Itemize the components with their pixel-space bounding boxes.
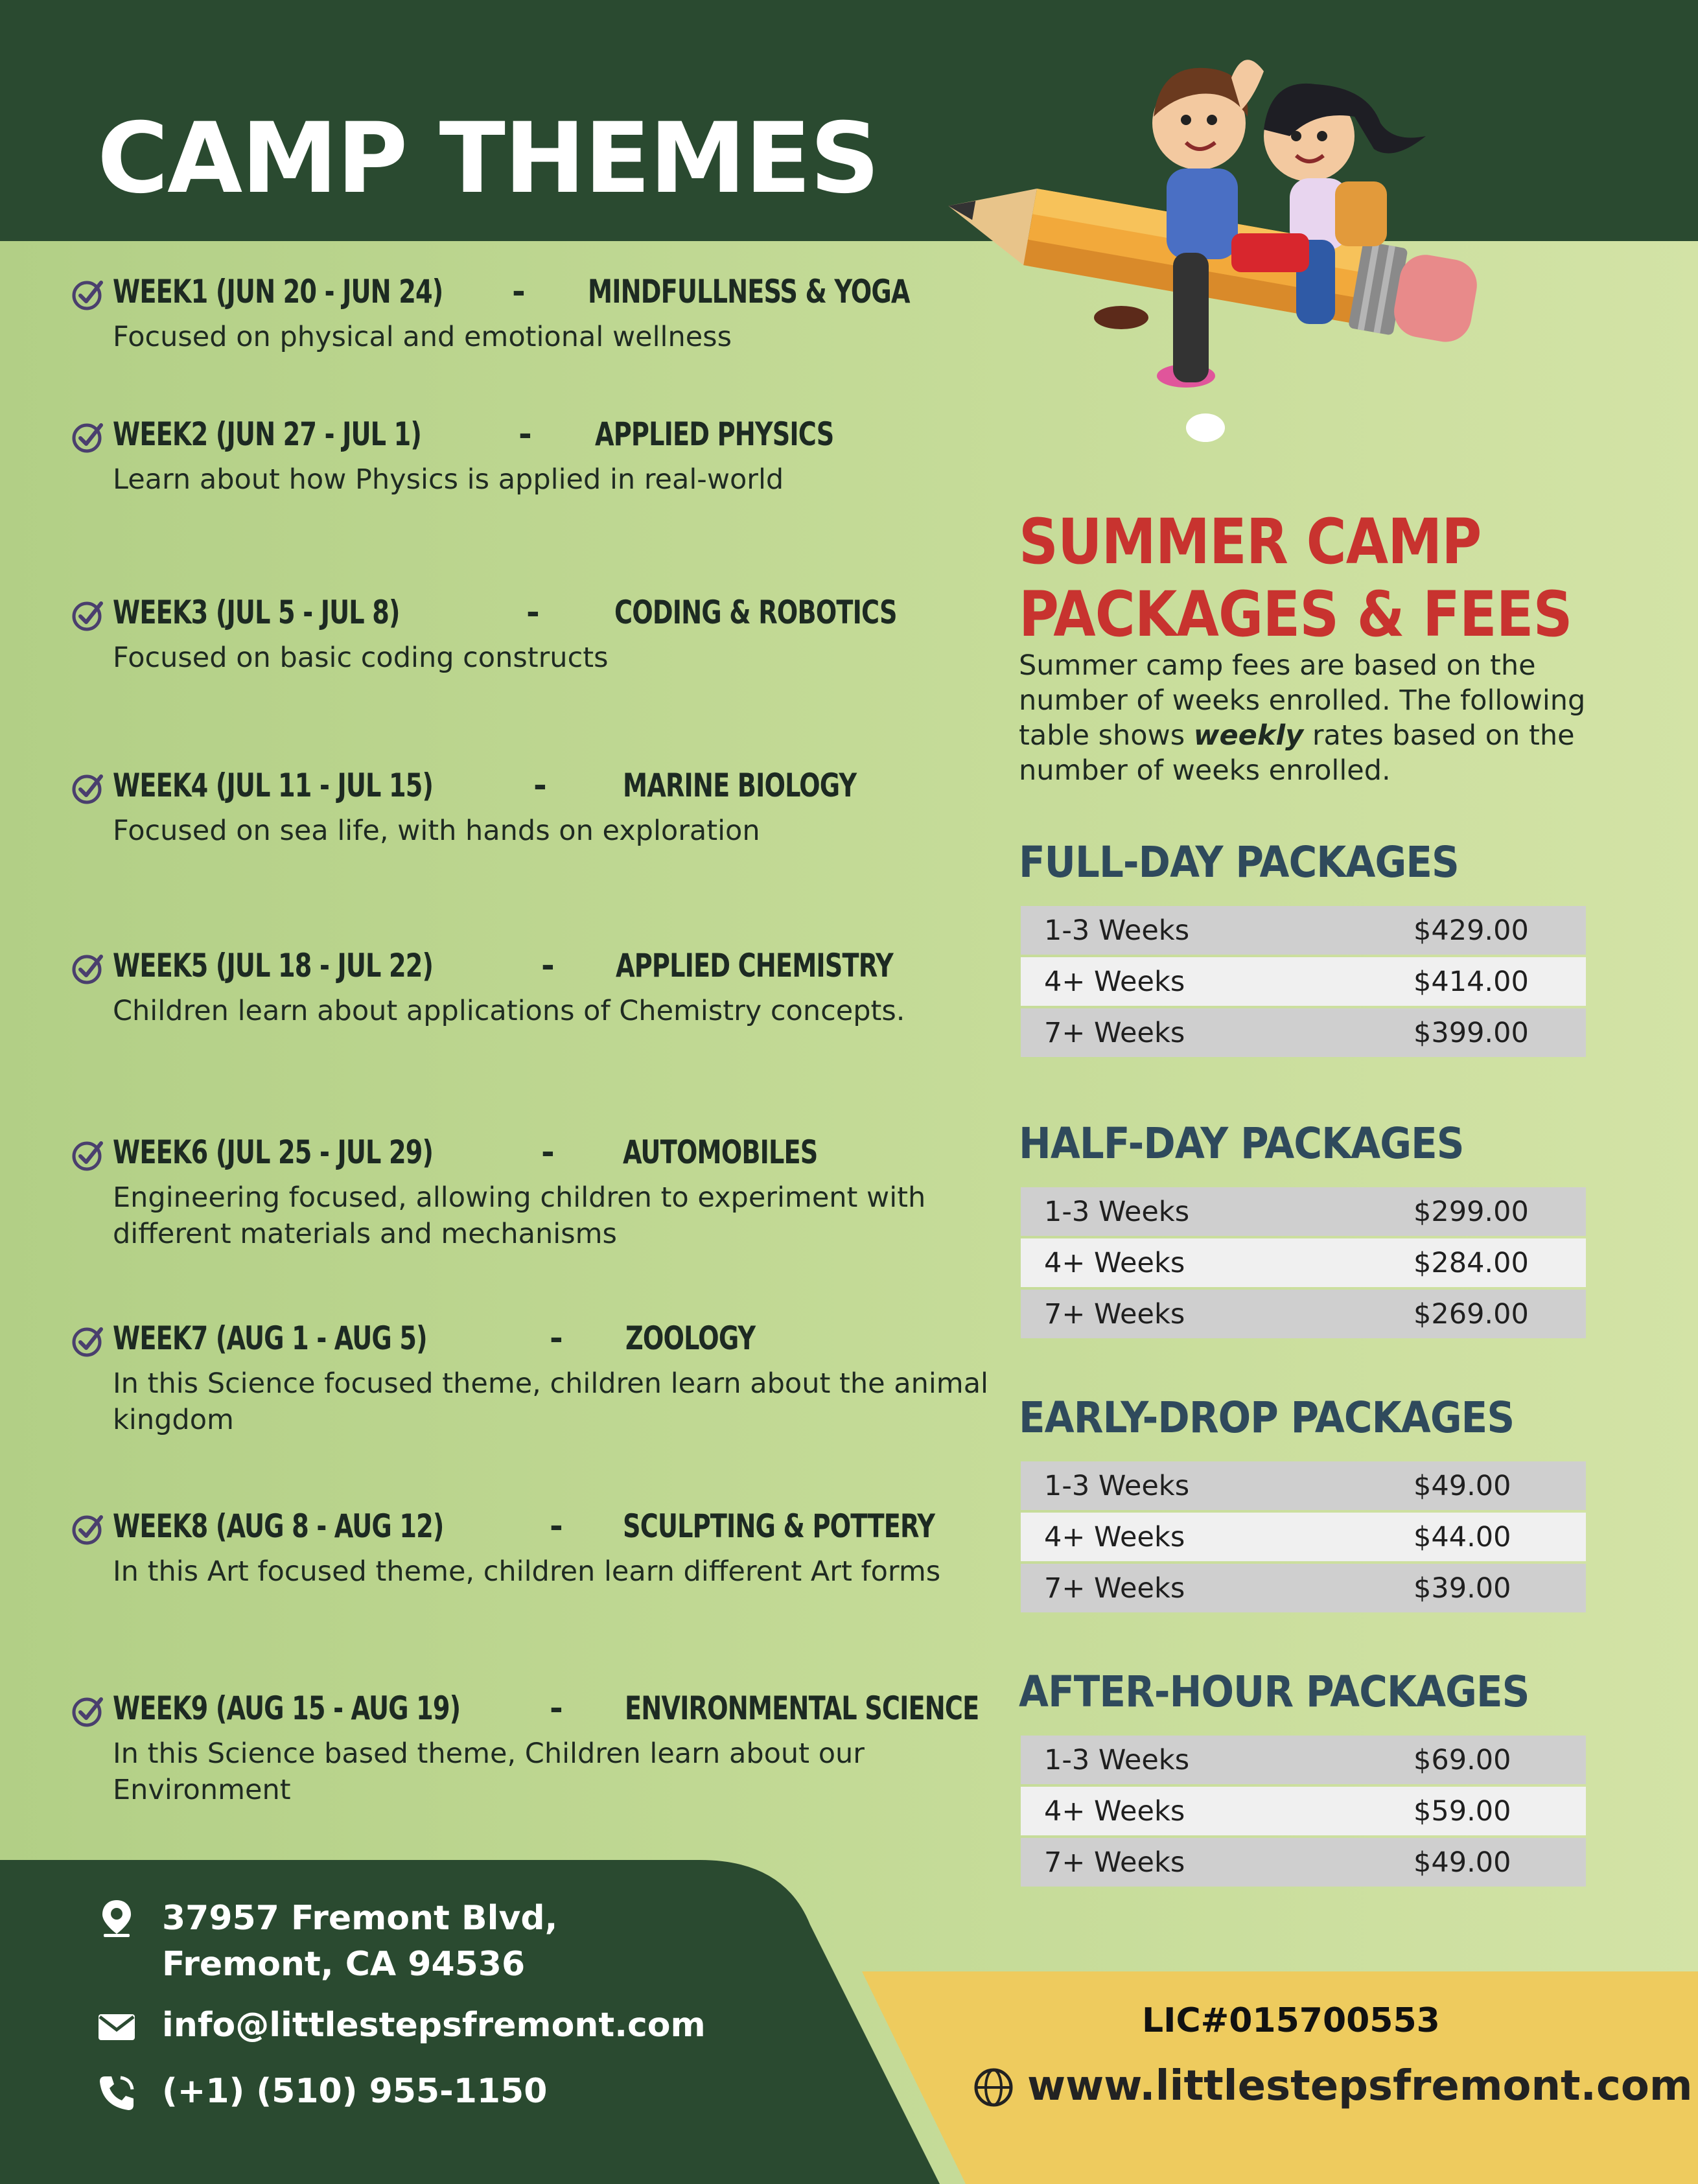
theme-item [71, 1500, 992, 1590]
check-circle-icon [71, 1694, 105, 1728]
theme-item [71, 408, 992, 498]
check-circle-icon [71, 277, 105, 311]
theme-dash: - [533, 767, 547, 804]
package-row [1021, 1238, 1586, 1287]
theme-week: WEEK6 (JUL 25 - JUL 29) [113, 1133, 434, 1171]
package-group-title: EARLY-DROP PACKAGES [1019, 1393, 1515, 1443]
packages-title-line2: PACKAGES & FEES [1019, 578, 1572, 651]
package-weeks: 4+ Weeks [1044, 1520, 1185, 1553]
theme-week: WEEK2 (JUN 27 - JUL 1) [113, 415, 422, 453]
intro-emphasis: weekly [1193, 719, 1304, 752]
theme-description: In this Art focused theme, children learn different Art forms [113, 1555, 941, 1588]
theme-week: WEEK7 (AUG 1 - AUG 5) [113, 1319, 427, 1357]
location-pin-icon [96, 1898, 137, 1939]
theme-description: Focused on physical and emotional wellness [113, 321, 732, 353]
package-weeks: 7+ Weeks [1044, 1846, 1185, 1879]
theme-name: APPLIED PHYSICS [595, 415, 834, 453]
package-weeks: 4+ Weeks [1044, 1246, 1185, 1279]
check-circle-icon [71, 951, 105, 985]
theme-name: CODING & ROBOTICS [614, 594, 897, 631]
check-circle-icon [71, 420, 105, 454]
check-circle-icon [71, 771, 105, 805]
package-price: $39.00 [1413, 1572, 1511, 1605]
theme-week: WEEK5 (JUL 18 - JUL 22) [113, 947, 434, 984]
theme-item [71, 266, 992, 355]
theme-name: SCULPTING & POTTERY [623, 1507, 935, 1545]
intro-text-after: rates based on the number of weeks enrolled. [1019, 719, 1575, 787]
email-link[interactable]: info@littlestepsfremont.com [162, 2006, 706, 2045]
envelope-icon [96, 2006, 137, 2048]
package-row [1021, 1290, 1586, 1338]
package-table [1021, 1461, 1586, 1615]
package-weeks: 1-3 Weeks [1044, 1743, 1190, 1776]
theme-name: AUTOMOBILES [623, 1133, 818, 1171]
package-group-title: AFTER-HOUR PACKAGES [1019, 1667, 1529, 1717]
website-link[interactable]: www.littlestepsfremont.com [1027, 2062, 1693, 2110]
package-weeks: 1-3 Weeks [1044, 1195, 1190, 1228]
address-line-2: Fremont, CA 94536 [162, 1945, 526, 1984]
package-price: $59.00 [1413, 1795, 1511, 1828]
theme-item [71, 1682, 992, 1808]
theme-week: WEEK9 (AUG 15 - AUG 19) [113, 1690, 461, 1727]
theme-week: WEEK4 (JUL 11 - JUL 15) [113, 767, 434, 804]
package-row [1021, 1736, 1586, 1784]
package-row [1021, 957, 1586, 1006]
package-weeks: 1-3 Weeks [1044, 914, 1190, 947]
check-circle-icon [71, 1512, 105, 1546]
intro-text-before: Summer camp fees are based on the number of weeks enrolled. The following table shows [1019, 649, 1586, 752]
packages-title-line1: SUMMER CAMP [1019, 505, 1482, 578]
package-row [1021, 906, 1586, 955]
theme-description: Focused on basic coding constructs [113, 642, 609, 674]
theme-dash: - [541, 947, 555, 984]
check-circle-icon [71, 1138, 105, 1172]
package-price: $299.00 [1413, 1195, 1529, 1228]
package-weeks: 4+ Weeks [1044, 1795, 1185, 1828]
package-price: $269.00 [1413, 1297, 1529, 1330]
theme-dash: - [518, 415, 532, 453]
theme-dash: - [550, 1507, 563, 1545]
package-row [1021, 1461, 1586, 1510]
package-price: $44.00 [1413, 1520, 1511, 1553]
package-weeks: 7+ Weeks [1044, 1016, 1185, 1049]
check-circle-icon [71, 598, 105, 632]
packages-title [1019, 505, 1572, 651]
theme-name: MARINE BIOLOGY [623, 767, 857, 804]
theme-description: Engineering focused, allowing children to experiment with different materials and mechanisms [113, 1181, 926, 1250]
theme-dash: - [541, 1133, 555, 1171]
theme-name: MINDFULLNESS & YOGA [588, 273, 910, 310]
package-row [1021, 1008, 1586, 1057]
package-row [1021, 1787, 1586, 1835]
package-price: $284.00 [1413, 1246, 1529, 1279]
theme-name: APPLIED CHEMISTRY [616, 947, 893, 984]
package-price: $399.00 [1413, 1016, 1529, 1049]
theme-dash: - [550, 1690, 563, 1727]
package-table [1021, 906, 1586, 1060]
theme-week: WEEK3 (JUL 5 - JUL 8) [113, 594, 400, 631]
theme-item [71, 940, 992, 1029]
package-price: $49.00 [1413, 1846, 1511, 1879]
theme-description: Focused on sea life, with hands on exploration [113, 815, 760, 847]
theme-description: Learn about how Physics is applied in real-world [113, 463, 784, 496]
package-row [1021, 1564, 1586, 1612]
theme-description: Children learn about applications of Chemistry concepts. [113, 995, 905, 1027]
package-price: $429.00 [1413, 914, 1529, 947]
license-number: LIC#015700553 [1142, 2001, 1440, 2040]
check-circle-icon [71, 1324, 105, 1358]
packages-intro [1019, 648, 1589, 788]
theme-item [71, 1126, 992, 1252]
theme-item [71, 760, 992, 849]
theme-description: In this Science focused theme, children learn about the animal kingdom [113, 1367, 988, 1436]
kids-on-pencil-illustration [927, 39, 1497, 467]
package-table [1021, 1187, 1586, 1341]
package-row [1021, 1513, 1586, 1561]
theme-dash: - [550, 1319, 563, 1357]
package-group-title: HALF-DAY PACKAGES [1019, 1119, 1464, 1168]
theme-dash: - [512, 273, 526, 310]
theme-name: ENVIRONMENTAL SCIENCE [625, 1690, 979, 1727]
phone-link[interactable]: (+1) (510) 955-1150 [162, 2072, 548, 2111]
address-line-1: 37957 Fremont Blvd, [162, 1899, 558, 1938]
globe-icon [972, 2066, 1015, 2109]
package-price: $49.00 [1413, 1469, 1511, 1502]
theme-item [71, 587, 992, 676]
theme-name: ZOOLOGY [625, 1319, 756, 1357]
theme-description: In this Science based theme, Children learn about our Environment [113, 1737, 865, 1806]
package-price: $69.00 [1413, 1743, 1511, 1776]
package-weeks: 1-3 Weeks [1044, 1469, 1190, 1502]
package-group-title: FULL-DAY PACKAGES [1019, 837, 1459, 887]
package-weeks: 7+ Weeks [1044, 1572, 1185, 1605]
package-weeks: 7+ Weeks [1044, 1297, 1185, 1330]
package-price: $414.00 [1413, 965, 1529, 998]
package-weeks: 4+ Weeks [1044, 965, 1185, 998]
package-row [1021, 1187, 1586, 1236]
phone-icon [96, 2073, 137, 2114]
theme-week: WEEK8 (AUG 8 - AUG 12) [113, 1507, 444, 1545]
theme-week: WEEK1 (JUN 20 - JUN 24) [113, 273, 443, 310]
theme-item [71, 1312, 992, 1438]
theme-dash: - [526, 594, 540, 631]
page-title: CAMP THEMES [97, 102, 879, 215]
